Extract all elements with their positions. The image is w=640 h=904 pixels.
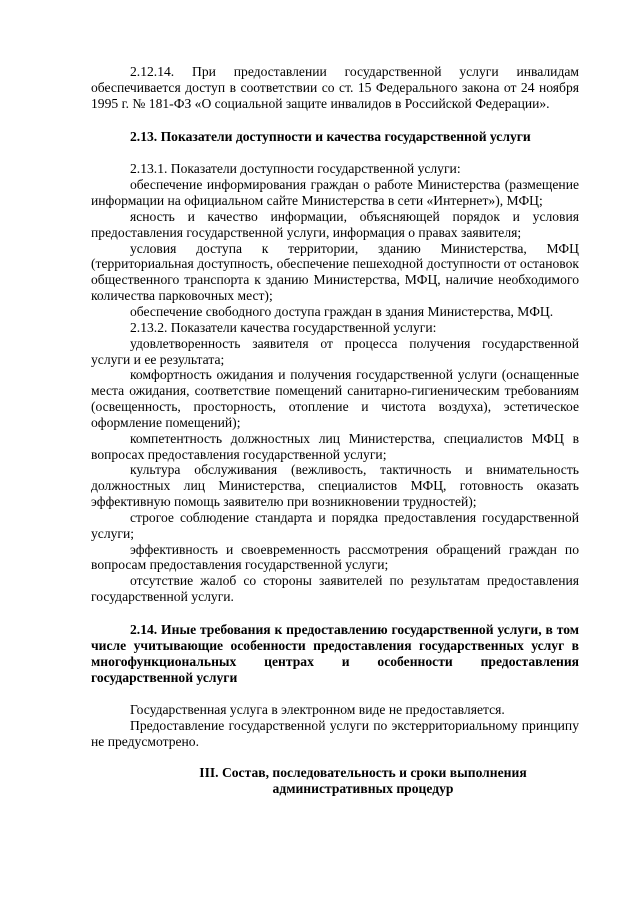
paragraph-comfort: комфортность ожидания и получения государственной услуги (оснащенные места ожидания, соответствие помещений санитарно-гигиеническим требованиям (освещенность, просторность, отопление и чистота воздуха), эстетическое оформление помещений); bbox=[91, 367, 579, 430]
paragraph-clarity: ясность и качество информации, объясняющей порядок и условия предоставления государственной услуги, информация о правах заявителя; bbox=[91, 208, 579, 240]
heading-2-14: 2.14. Иные требования к предоставлению государственной услуги, в том числе учитывающие особенности предоставления государственных услуг в многофункциональных центрах и особенности предоставления государственной услуги bbox=[91, 622, 579, 685]
paragraph-culture: культура обслуживания (вежливость, тактичность и внимательность должностных лиц Министерства, специалистов МФЦ, готовность оказать эффективную помощь заявителю при возникновении трудностей); bbox=[91, 462, 579, 510]
document-body bbox=[91, 64, 579, 797]
paragraph-competence: компетентность должностных лиц Министерства, специалистов МФЦ в вопросах предоставления государственной услуги; bbox=[91, 430, 579, 462]
paragraph-compliance: строгое соблюдение стандарта и порядка предоставления государственной услуги; bbox=[91, 509, 579, 541]
section-title-III-line-2: административных процедур bbox=[272, 780, 454, 796]
paragraph-exterritorial: Предоставление государственной услуги по экстерриториальному принципу не предусмотрено. bbox=[91, 718, 579, 750]
paragraph-satisfaction: удовлетворенность заявителя от процесса получения государственной услуги и ее результата; bbox=[91, 335, 579, 367]
paragraph-efficiency: эффективность и своевременность рассмотрения обращений граждан по вопросам предоставления государственной услуги; bbox=[91, 541, 579, 573]
paragraph-2-13-1: 2.13.1. Показатели доступности государственной услуги: bbox=[130, 161, 461, 177]
paragraph-informing: обеспечение информирования граждан о работе Министерства (размещение информации на официальном сайте Министерства в сети «Интернет»), МФЦ; bbox=[91, 177, 579, 209]
paragraph-2-12-14: 2.12.14. При предоставлении государственной услуги инвалидам обеспечивается доступ в соответствии со ст. 15 Федерального закона от 24 ноября 1995 г. № 181-ФЗ «О социальной защите инвалидов в Российской Федерации». bbox=[91, 64, 579, 111]
paragraph-free-access: обеспечение свободного доступа граждан в здания Министерства, МФЦ. bbox=[130, 303, 554, 319]
section-title-III-line-1: III. Состав, последовательность и сроки выполнения bbox=[199, 764, 527, 780]
paragraph-access-conditions: условия доступа к территории, зданию Министерства, МФЦ (территориальная доступность, обеспечение пешеходной доступности от остановок общественного транспорта к зданию Министерства, МФЦ, наличие необходимого количества парковочных мест); bbox=[91, 240, 579, 304]
paragraph-no-complaints: отсутствие жалоб со стороны заявителей по результатам предоставления государственной услуги. bbox=[91, 573, 579, 605]
heading-2-13: 2.13. Показатели доступности и качества государственной услуги bbox=[130, 128, 531, 144]
paragraph-2-13-2: 2.13.2. Показатели качества государственной услуги: bbox=[130, 319, 437, 335]
paragraph-electronic: Государственная услуга в электронном виде не предоставляется. bbox=[130, 702, 505, 718]
